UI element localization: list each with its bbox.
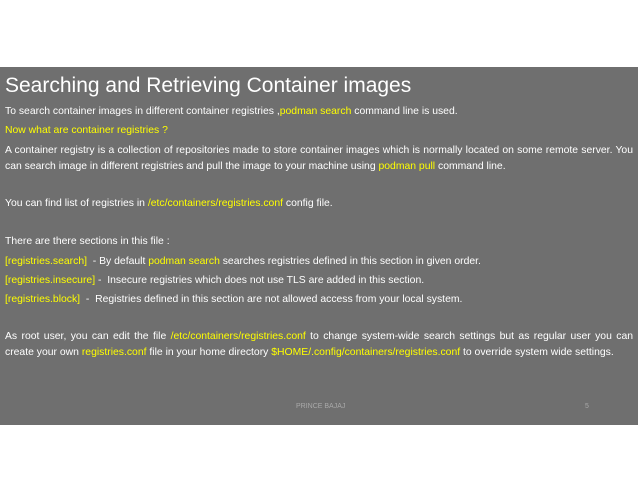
section-desc: - By default [87, 256, 149, 267]
section-name: [registries.insecure] [5, 275, 96, 286]
question-line: Now what are container registries ? [5, 125, 168, 136]
registry-definition [5, 143, 633, 175]
page-number: 5 [585, 403, 589, 410]
slide [0, 67, 638, 425]
section-desc: - Registries defined in this section are not allowed access from your local system. [80, 294, 463, 305]
config-file-line [5, 196, 633, 212]
slide-title: Searching and Retrieving Container images [5, 74, 412, 97]
para-text: to change system-wide search settings but as regular user you can create your own [5, 331, 633, 358]
definition-text-end: command line. [435, 161, 506, 172]
para-text: file in your home directory [146, 347, 272, 358]
section-command: podman search [148, 256, 220, 267]
section-search [5, 254, 633, 270]
intro-text-end: command line is used. [351, 106, 458, 117]
footer-author: PRINCE BAJAJ [296, 403, 346, 410]
config-file-path: /etc/containers/registries.conf [147, 198, 283, 209]
section-name: [registries.search] [5, 256, 87, 267]
para-text: As root user, you can edit the file [5, 331, 171, 342]
system-config-path: /etc/containers/registries.conf [170, 331, 306, 342]
user-config-path: $HOME/.config/containers/registries.conf [271, 347, 461, 358]
para-text: to override system wide settings. [460, 347, 614, 358]
registries-conf-name: registries.conf [81, 347, 147, 358]
section-block [5, 292, 633, 308]
section-name: [registries.block] [5, 294, 81, 305]
definition-text: A container registry is a collection of repositories made to store container images which is normally located on some remote server. You can search image in different registries and pull the image to your machine using [5, 145, 633, 172]
config-text: You can find list of registries in [5, 198, 148, 209]
intro-line [5, 104, 633, 120]
podman-pull-command: podman pull [378, 161, 436, 172]
podman-search-command: podman search [279, 106, 352, 117]
root-user-paragraph [5, 329, 633, 361]
sections-intro: There are there sections in this file : [5, 236, 170, 247]
config-text-end: config file. [283, 198, 333, 209]
section-desc: - Insecure registries which does not use TLS are added in this section. [95, 275, 425, 286]
intro-text: To search container images in different container registries , [5, 106, 280, 117]
section-desc-end: searches registries defined in this section in given order. [219, 256, 481, 267]
section-insecure [5, 273, 633, 289]
